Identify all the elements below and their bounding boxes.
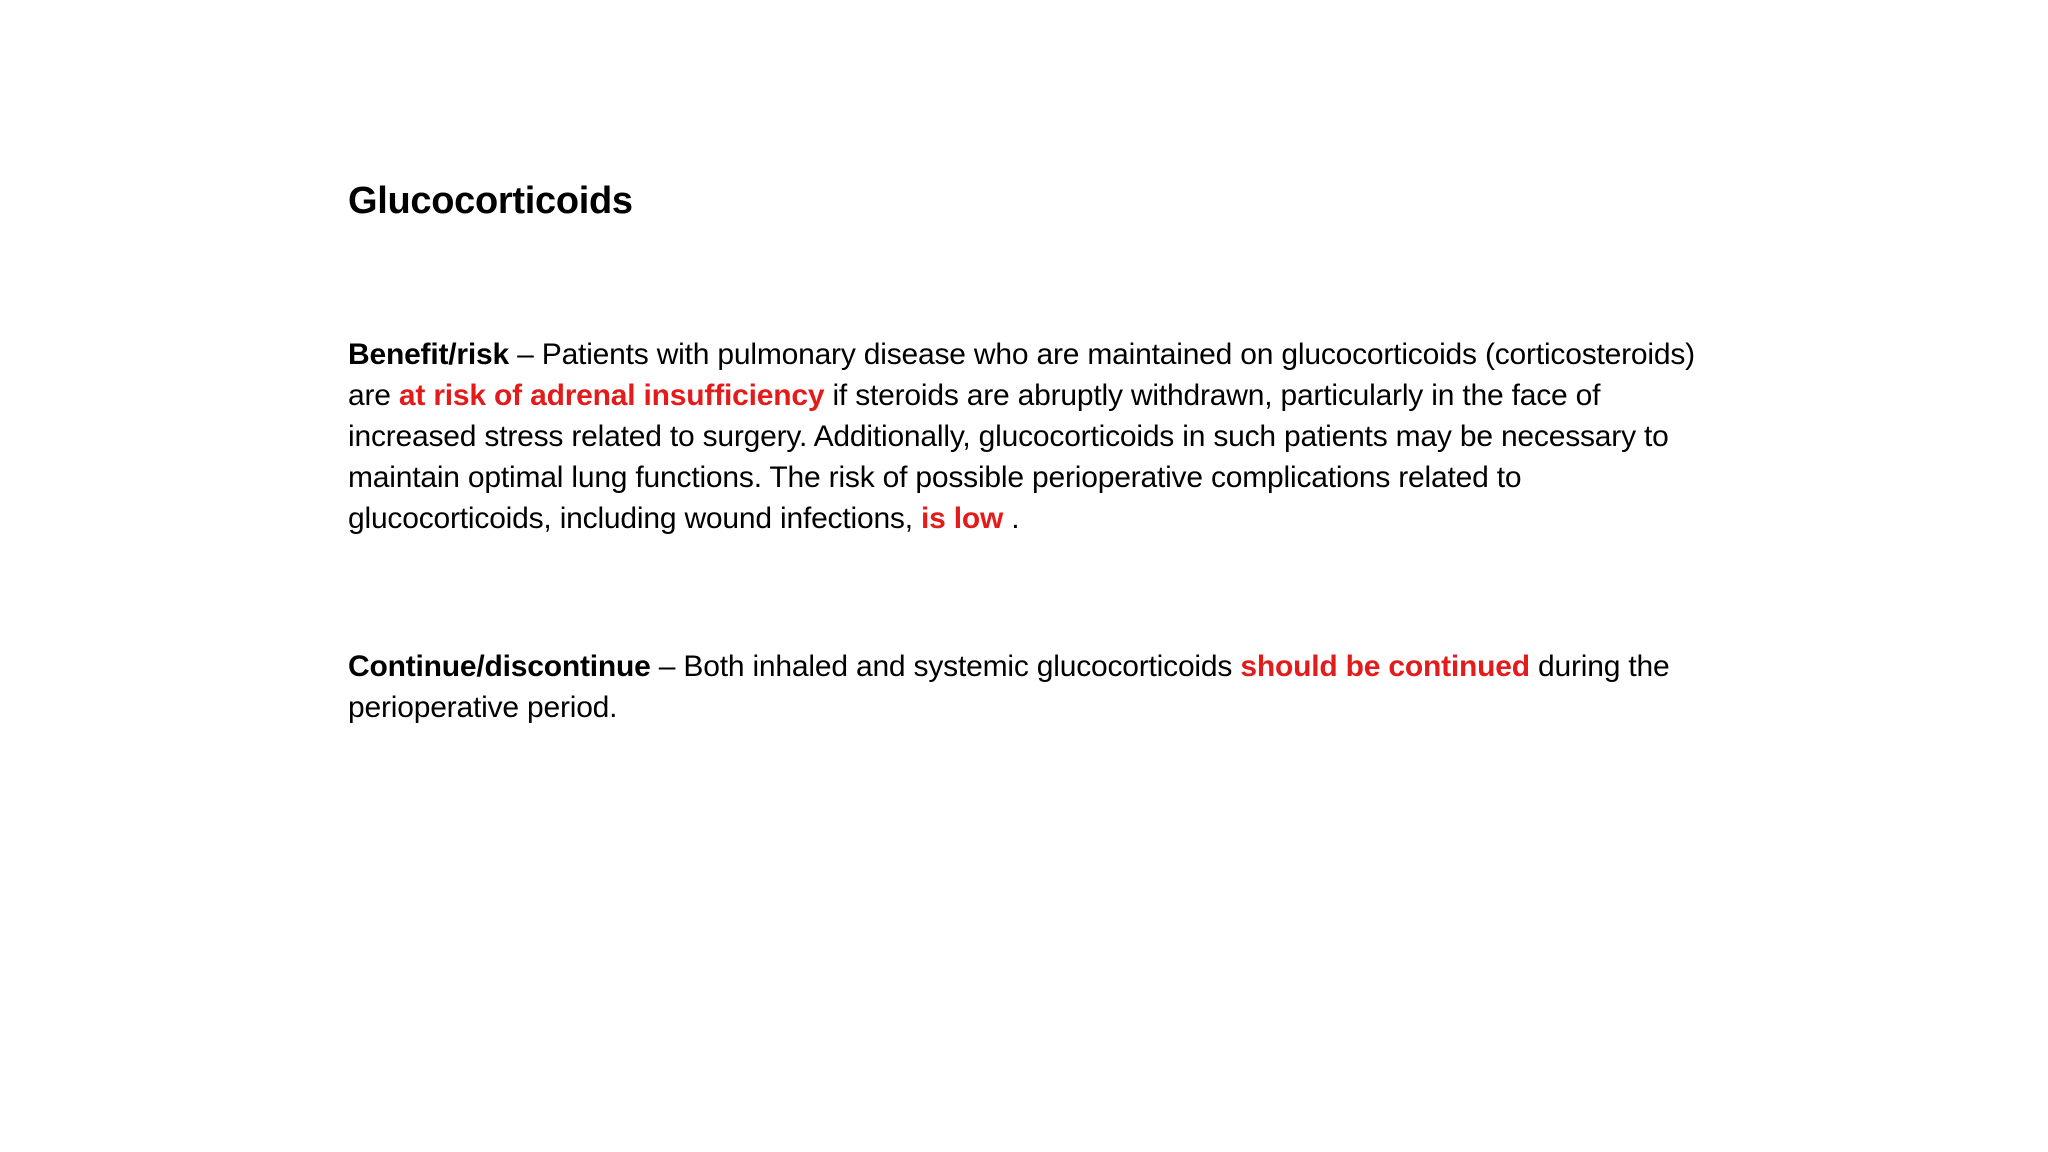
benefit-risk-paragraph [348, 334, 1708, 539]
benefit-risk-text-1: Patients with pulmonary disease who are maintained on glucocorticoids (corticosteroids) are [348, 338, 1695, 412]
benefit-risk-text-2: if steroids are abruptly withdrawn, particularly in the face of increased stress related to surgery. Additionally, glucocorticoids in such patients may be necessary to maintain optimal lung functions. The risk of possible perioperative complications related to glucocorticoids, including wound infections, [348, 379, 1669, 535]
benefit-risk-dash: – [509, 338, 542, 371]
adrenal-insufficiency-highlight: at risk of adrenal insufficiency [398, 379, 825, 412]
continue-discontinue-dash: – [650, 650, 684, 683]
continue-discontinue-text-1: Both inhaled and systemic glucocorticoids [683, 650, 1241, 683]
continue-discontinue-label: Continue/discontinue [348, 650, 651, 683]
continue-discontinue-text-2: during the perioperative period. [348, 650, 1670, 724]
should-be-continued-highlight: should be continued [1240, 650, 1530, 683]
continue-discontinue-paragraph [348, 646, 1708, 728]
slide-title: Glucocorticoids [348, 180, 633, 222]
benefit-risk-label: Benefit/risk [348, 338, 509, 371]
is-low-highlight: is low [921, 502, 1004, 535]
benefit-risk-text-3: . [1003, 502, 1020, 535]
